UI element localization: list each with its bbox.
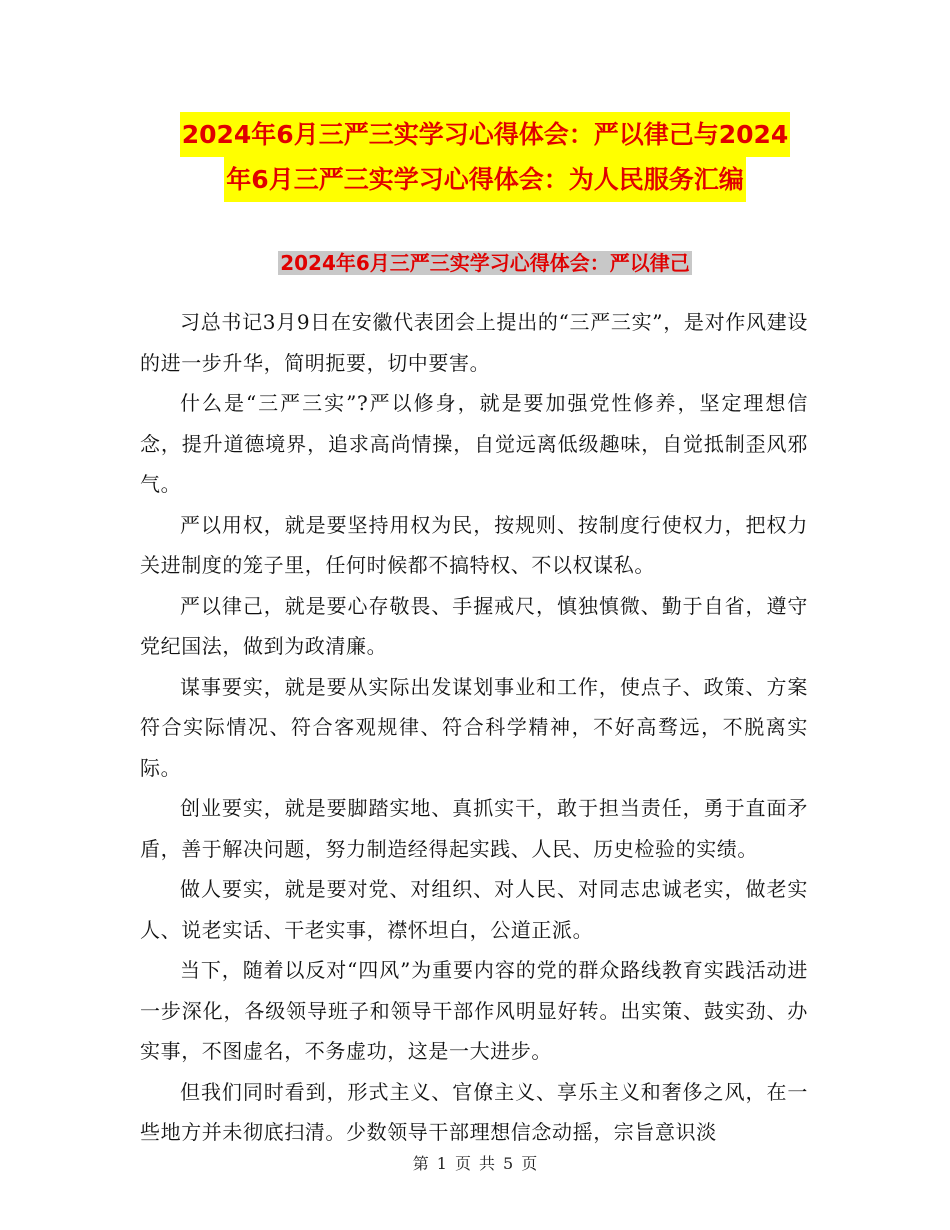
footer-prefix: 第 [412, 1154, 429, 1173]
paragraph: 谋事要实，就是要从实际出发谋划事业和工作，使点子、政策、方案符合实际情况、符合客观规律、符合科学精神，不好高骛远，不脱离实际。 [140, 674, 808, 780]
footer-page-number: 1 [436, 1154, 447, 1173]
document-title [140, 112, 830, 202]
paragraph: 什么是“三严三实”?严以修身，就是要加强党性修养，坚定理想信念，提升道德境界，追求高尚情操，自觉远离低级趣味，自觉抵制歪风邪气。 [140, 391, 808, 496]
footer-middle: 页 [454, 1154, 471, 1173]
page-footer [0, 1152, 950, 1176]
paragraph: 习总书记3月9日在安徽代表团会上提出的“三严三实”，是对作风建设的进一步升华，简明扼要，切中要害。 [140, 310, 808, 375]
paragraph: 当下，随着以反对“四风”为重要内容的党的群众路线教育实践活动进一步深化，各级领导班子和领导干部作风明显好转。出实策、鼓实劲、办实事，不图虚名，不务虚功，这是一大进步。 [140, 958, 808, 1063]
paragraph: 做人要实，就是要对党、对组织、对人民、对同志忠诚老实，做老实人、说老实话、干老实事，襟怀坦白，公道正派。 [140, 877, 808, 942]
footer-total-prefix: 共 [479, 1154, 496, 1173]
section-heading-text: 2024年6月三严三实学习心得体会：严以律己 [280, 251, 690, 275]
section-heading [140, 246, 830, 280]
title-line-1: 2024年6月三严三实学习心得体会：严以律己与2024 [180, 112, 791, 157]
paragraph: 严以律己，就是要心存敬畏、手握戒尺，慎独慎微、勤于自省，遵守党纪国法，做到为政清廉。 [140, 593, 808, 658]
footer-total-pages: 5 [503, 1154, 514, 1173]
paragraph: 但我们同时看到，形式主义、官僚主义、享乐主义和奢侈之风，在一些地方并未彻底扫清。少数领导干部理想信念动摇，宗旨意识淡 [140, 1079, 808, 1144]
paragraph: 创业要实，就是要脚踏实地、真抓实干，敢于担当责任，勇于直面矛盾，善于解决问题，努力制造经得起实践、人民、历史检验的实绩。 [140, 796, 808, 861]
title-line-2: 年6月三严三实学习心得体会：为人民服务汇编 [224, 157, 745, 202]
body-text [140, 302, 808, 1153]
paragraph: 严以用权，就是要坚持用权为民，按规则、按制度行使权力，把权力关进制度的笼子里，任何时候都不搞特权、不以权谋私。 [140, 512, 808, 577]
footer-suffix: 页 [521, 1154, 538, 1173]
